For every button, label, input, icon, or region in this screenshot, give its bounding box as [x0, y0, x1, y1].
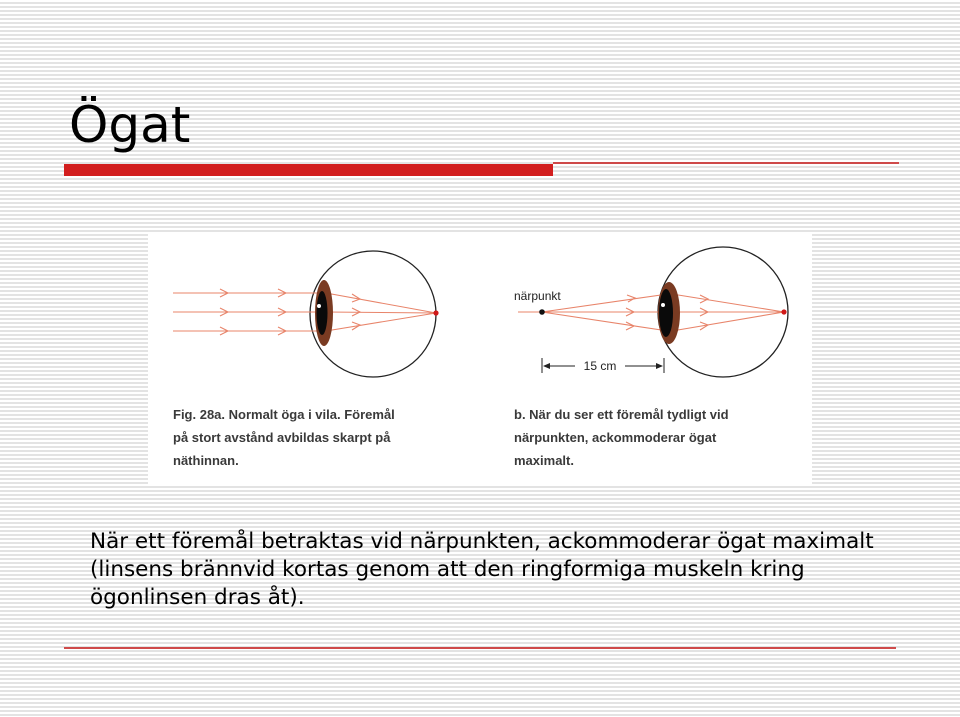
panel-a-incoming-rays — [173, 289, 321, 335]
panel-a-pupil — [317, 291, 328, 335]
panel-b-caption-line: närpunkten, ackommoderar ögat — [514, 430, 717, 445]
panel-b-caption-line: maximalt. — [514, 453, 574, 468]
panel-b-eye-diagram — [514, 247, 788, 377]
slide-body-text: När ett föremål betraktas vid närpunkten, ackommoderar ögat maximalt (linsens brännvid kortas genom att den ringformiga muskeln kring ögonlinsen dras åt). — [90, 529, 874, 610]
panel-a-pupil-highlight — [317, 304, 321, 308]
panel-b-caption — [514, 407, 729, 468]
near-point-label: närpunkt — [514, 289, 561, 303]
panel-b-pupil — [659, 289, 673, 337]
near-point-dot — [539, 309, 545, 315]
slide-title: Ögat — [69, 96, 191, 154]
title-divider-line — [553, 162, 899, 164]
panel-a-caption — [173, 407, 395, 468]
panel-a-eye-diagram — [173, 251, 439, 377]
panel-a-caption-line: näthinnan. — [173, 453, 239, 468]
panel-b-focus-point — [781, 309, 786, 314]
panel-b-caption-line: b. När du ser ett föremål tydligt vid — [514, 407, 729, 422]
panel-a-caption-line: Fig. 28a. Normalt öga i vila. Föremål — [173, 407, 395, 422]
title-accent-bar — [64, 164, 553, 176]
panel-a-refracted-rays — [326, 293, 436, 331]
eye-diagram-figure — [148, 234, 812, 486]
panel-a-caption-line: på stort avstånd avbildas skarpt på — [173, 430, 391, 445]
panel-b-pupil-highlight — [661, 303, 665, 307]
distance-label: 15 cm — [583, 359, 617, 373]
panel-a-focus-point — [433, 310, 438, 315]
footer-divider-line — [64, 647, 896, 649]
